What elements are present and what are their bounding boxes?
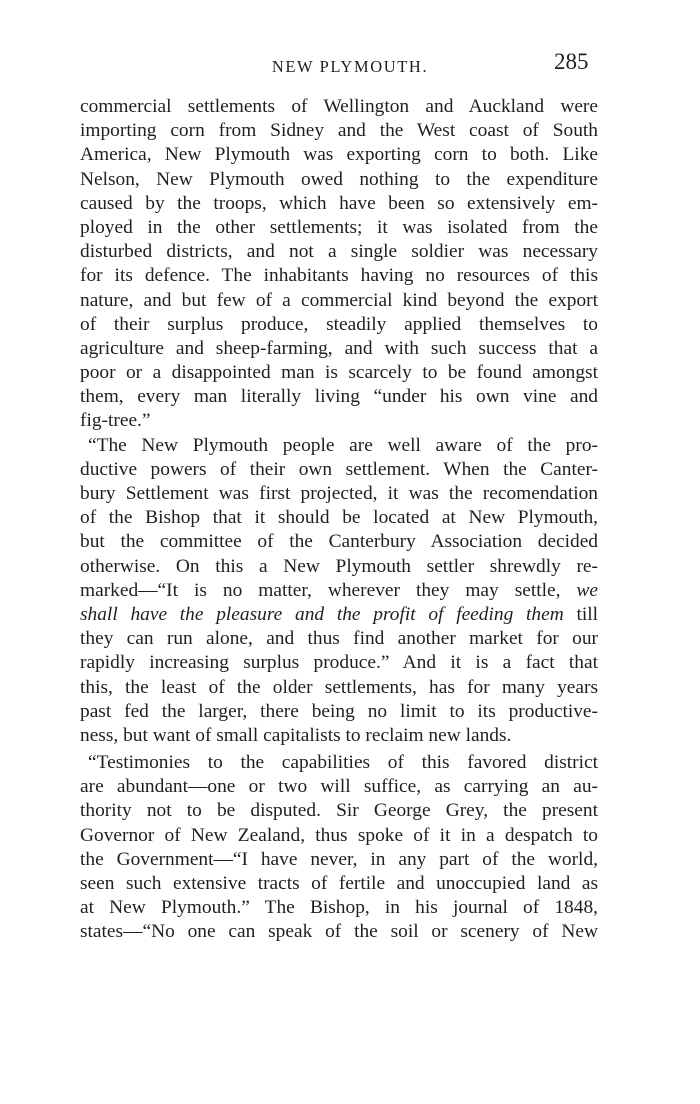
text-line: them, every man literally living “under his own vine and — [80, 386, 598, 408]
text-line: states—“No one can speak of the soil or scenery of New — [80, 921, 598, 943]
text-line: poor or a disappointed man is scarcely to be found amongst — [80, 362, 598, 384]
text-line: at New Plymouth.” The Bishop, in his journal of 1848, — [80, 897, 598, 919]
text-line: agriculture and sheep-farming, and with such success that a — [80, 337, 598, 359]
text-line: thority not to be disputed. Sir George Grey, the present — [80, 800, 598, 822]
running-header — [0, 48, 700, 82]
text-line: past fed the larger, there being no limit to its productive- — [80, 700, 598, 722]
text-line: they can run alone, and thus find another market for our — [80, 628, 598, 650]
paragraph-start-line: “Testimonies to the capabilities of this favored district — [88, 752, 598, 774]
running-title: NEW PLYMOUTH. — [271, 57, 429, 76]
text-line: seen such extensive tracts of fertile and unoccupied land as — [80, 873, 598, 894]
text-line: this, the least of the older settlements, has for many years — [80, 676, 598, 698]
text-line: but the committee of the Canterbury Association decided — [80, 531, 598, 553]
text-line — [80, 579, 598, 603]
paragraph-start-line: “The New Plymouth people are well aware of the pro- — [88, 434, 598, 456]
text-line: for its defence. The inhabitants having no resources of this — [80, 265, 598, 287]
italic-phrase: we — [576, 579, 598, 601]
text-line: commercial settlements of Wellington and Auckland were — [80, 96, 598, 117]
text-line: otherwise. On this a New Plymouth settler shrewdly re- — [80, 555, 598, 577]
text-line: nature, and but few of a commercial kind beyond the export — [80, 289, 598, 311]
text-line: are abundant—one or two will suffice, as carrying an au- — [80, 776, 598, 798]
text-line: rapidly increasing surplus produce.” And it is a fact that — [80, 652, 598, 674]
text-line: America, New Plymouth was exporting corn to both. Like — [80, 144, 598, 166]
text-line: bury Settlement was first projected, it was the recomendation — [80, 483, 598, 504]
text-line: caused by the troops, which have been so extensively em- — [80, 192, 598, 214]
text-line: of their surplus produce, steadily applied themselves to — [80, 313, 598, 335]
page-number: 285 — [554, 49, 589, 74]
text-line: disturbed districts, and not a single soldier was necessary — [80, 241, 598, 263]
line-segment: marked—“It is no matter, wherever they may settle, — [80, 579, 577, 601]
text-line: Nelson, New Plymouth owed nothing to the expenditure — [80, 168, 598, 190]
text-line: Governor of New Zealand, thus spoke of it in a despatch to — [80, 824, 598, 846]
text-line: ductive powers of their own settlement. When the Canter- — [80, 458, 598, 480]
text-line — [80, 603, 598, 627]
text-line: of the Bishop that it should be located at New Plymouth, — [80, 507, 598, 529]
paragraph-end-line: ness, but want of small capitalists to reclaim new lands. — [80, 724, 512, 746]
body-text — [80, 95, 598, 945]
text-line: the Government—“I have never, in any part of the world, — [80, 848, 598, 870]
line-segment: till — [563, 603, 598, 625]
text-line: importing corn from Sidney and the West coast of South — [80, 120, 598, 142]
text-line: ployed in the other settlements; it was isolated from the — [80, 216, 598, 238]
paragraph-end-line: fig-tree.” — [80, 410, 151, 432]
italic-phrase: shall have the pleasure and the profit of feeding them — [80, 603, 564, 625]
